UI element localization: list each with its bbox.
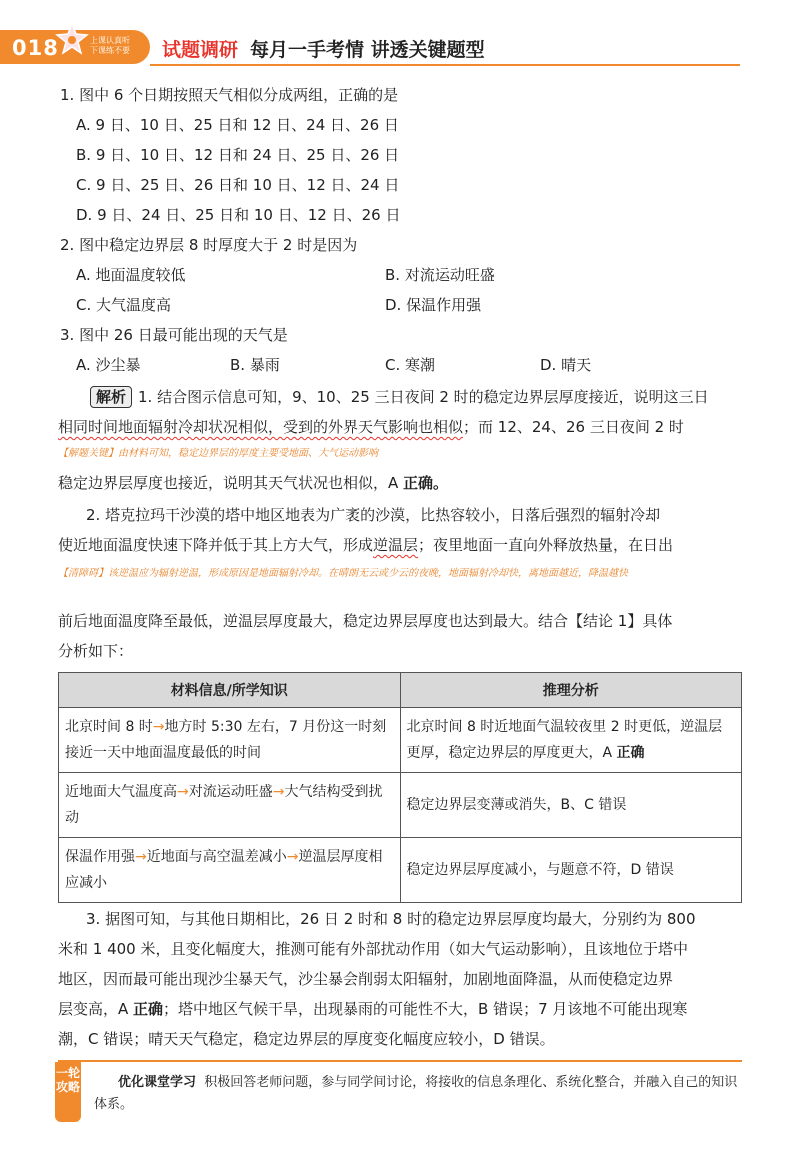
arrow-icon: → bbox=[152, 719, 165, 735]
analysis-p3-line-1: 3. 据图可知，与其他日期相比，26 日 2 时和 8 时的稳定边界层厚度均最大，分别约为 800 bbox=[86, 910, 696, 928]
analysis-p2-line-4: 分析如下： bbox=[58, 642, 134, 660]
question-3-option-c: C. 寒潮 bbox=[385, 356, 436, 374]
analysis-p3-line-3: 地区，因而最可能出现沙尘暴天气，沙尘暴会削弱太阳辐射，加剧地面降温，从而使稳定边界 bbox=[58, 970, 674, 988]
footer-heading: 优化课堂学习 bbox=[118, 1075, 197, 1090]
page-header bbox=[0, 0, 800, 70]
analysis-p3-line-2: 米和 1 400 米，且变化幅度大，推测可能有外部扰动作用（如大气运动影响），且该地位于塔中 bbox=[58, 940, 688, 958]
analysis-p2-line-2: 使近地面温度快速下降并低于其上方大气，形成逆温层；夜里地面一直向外释放热量，在日出 bbox=[58, 536, 674, 554]
question-3-option-a: A. 沙尘暴 bbox=[76, 356, 141, 374]
page-number: 018 bbox=[12, 36, 59, 60]
header-subtitle: 每月一手考情 讲透关键题型 bbox=[250, 39, 485, 61]
question-2-stem: 2. 图中稳定边界层 8 时厚度大于 2 时是因为 bbox=[60, 236, 358, 254]
analysis-table bbox=[58, 672, 742, 903]
question-1-option-c: C. 9 日、25 日、26 日和 10 日、12 日、24 日 bbox=[76, 176, 400, 194]
analysis-p2-line-1: 2. 塔克拉玛干沙漠的塔中地区地表为广袤的沙漠，比热容较小，日落后强烈的辐射冷却 bbox=[86, 506, 661, 524]
analysis-line-2: 相同时间地面辐射冷却状况相似，受到的外界天气影响也相似；而 12、24、26 三日夜间 2 时 bbox=[58, 418, 684, 436]
logo-slogan: 上课认真听 下课练不要 bbox=[90, 36, 130, 55]
analysis-line-3: 稳定边界层厚度也接近，说明其天气状况也相似，A 正确。 bbox=[58, 474, 449, 492]
analysis-p3-line-4: 层变高，A 正确；塔中地区气候干旱，出现暴雨的可能性不大，B 错误；7 月该地不可能出现寒 bbox=[58, 1000, 688, 1018]
table-header-material: 材料信息/所学知识 bbox=[59, 673, 401, 708]
question-1-option-d: D. 9 日、24 日、25 日和 10 日、12 日、26 日 bbox=[76, 206, 401, 224]
question-3-option-d: D. 晴天 bbox=[540, 356, 592, 374]
arrow-icon: → bbox=[135, 849, 147, 865]
footer-tip: 优化课堂学习 积极回答老师问题，参与同学间讨论，将接收的信息条理化、系统化整合，并融入自己的知识体系。 bbox=[94, 1075, 738, 1112]
question-3-option-b: B. 暴雨 bbox=[230, 356, 280, 374]
arrow-icon: → bbox=[177, 784, 189, 800]
side-tab: 一轮攻略 bbox=[55, 1062, 81, 1122]
star-logo-icon bbox=[55, 22, 89, 56]
question-2-option-a: A. 地面温度较低 bbox=[76, 266, 186, 284]
obstacle-note: 【清障碍】该逆温应为辐射逆温，形成原因是地面辐射冷却。在晴朗无云或少云的夜晚，地面辐射冷却快，离地面越近，降温越快 bbox=[58, 568, 628, 579]
key-note: 【解题关键】由材料可知，稳定边界层的厚度主要受地面、大气运动影响 bbox=[58, 448, 378, 459]
footer-rule bbox=[58, 1060, 742, 1062]
table-row: 北京时间 8 时→地方时 5:30 左右，7 月份这一时刻接近一天中地面温度最低的时间 北京时间 8 时近地面气温较夜里 2 时更低，逆温层更厚，稳定边界层的厚度更大，A 正确 bbox=[59, 708, 742, 773]
table-header-reasoning: 推理分析 bbox=[400, 673, 742, 708]
table-row: 近地面大气温度高→对流运动旺盛→大气结构受到扰动 稳定边界层变薄或消失，B、C 错误 bbox=[59, 773, 742, 838]
question-2-option-d: D. 保温作用强 bbox=[385, 296, 482, 314]
wavy-underlined-term: 逆温层 bbox=[373, 536, 419, 554]
question-1-option-a: A. 9 日、10 日、25 日和 12 日、24 日、26 日 bbox=[76, 116, 399, 134]
header-title: 试题调研 bbox=[162, 39, 239, 61]
question-2-option-b: B. 对流运动旺盛 bbox=[385, 266, 495, 284]
analysis-line-1: 解析 1. 结合图示信息可知，9、10、25 三日夜间 2 时的稳定边界层厚度接近，说明这三日 bbox=[90, 382, 748, 412]
analysis-tag: 解析 bbox=[90, 386, 132, 408]
analysis-p2-line-3: 前后地面温度降至最低，逆温层厚度最大，稳定边界层厚度也达到最大。结合【结论 1】具体 bbox=[58, 612, 673, 630]
wavy-underlined-text: 相同时间地面辐射冷却状况相似，受到的外界天气影响也相似 bbox=[58, 418, 464, 436]
arrow-icon: → bbox=[272, 784, 285, 800]
analysis-p3-line-5: 潮，C 错误；晴天天气稳定，稳定边界层的厚度变化幅度应较小，D 错误。 bbox=[58, 1030, 555, 1048]
question-1-stem: 1. 图中 6 个日期按照天气相似分成两组，正确的是 bbox=[60, 86, 399, 104]
question-1-option-b: B. 9 日、10 日、12 日和 24 日、25 日、26 日 bbox=[76, 146, 400, 164]
header-rule bbox=[150, 64, 740, 66]
arrow-icon: → bbox=[286, 849, 299, 865]
question-3-stem: 3. 图中 26 日最可能出现的天气是 bbox=[60, 326, 288, 344]
table-row: 保温作用强→近地面与高空温差减小→逆温层厚度相应减小 稳定边界层厚度减小，与题意不符，D 错误 bbox=[59, 838, 742, 903]
question-2-option-c: C. 大气温度高 bbox=[76, 296, 172, 314]
